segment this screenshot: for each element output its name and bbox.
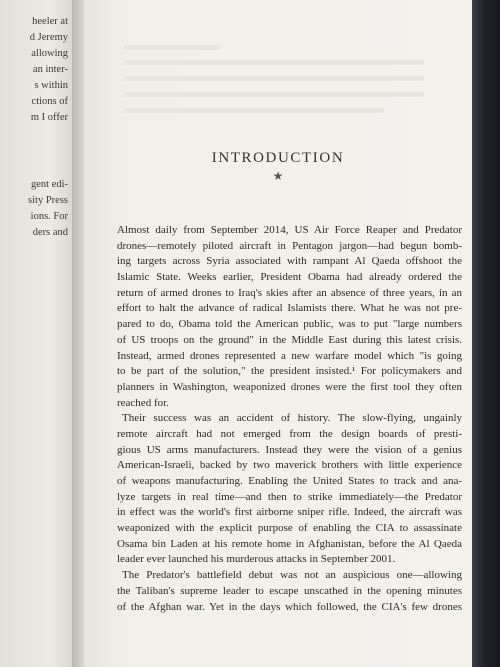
text-line: effort to halt the advance of radical Islamists there. What he was not pre- bbox=[117, 302, 462, 315]
left-page bbox=[0, 0, 72, 667]
star-ornament-icon: ★ bbox=[272, 169, 284, 183]
text-line: Their success was an accident of history. The slow-flying, ungainly bbox=[122, 412, 462, 425]
left-page-line: allowing bbox=[31, 48, 68, 59]
show-through-line bbox=[124, 60, 424, 65]
text-line: pared to do, Obama told the American public, was to put "large numbers bbox=[117, 318, 462, 331]
show-through-line bbox=[124, 45, 220, 50]
left-page-line: d Jeremy bbox=[29, 32, 68, 43]
left-page-line: sity Press bbox=[28, 195, 68, 206]
text-line: American-Israeli, backed by two maverick brothers with little experience bbox=[117, 459, 462, 472]
text-line: drones—remotely piloted aircraft in Pentagon jargon—had begun bomb- bbox=[117, 239, 462, 252]
text-line: Islamic State. Weeks earlier, President Obama had already ordered the bbox=[117, 271, 462, 284]
paragraph bbox=[117, 411, 462, 568]
text-line: of the Afghan war. Yet in the days which followed, the CIA's few drones bbox=[117, 600, 462, 613]
text-line: lyze targets in real time—and then to strike immediately—the Predator bbox=[117, 490, 462, 503]
text-line: ing targets across Syria associated with rampant Al Qaeda offshoot the bbox=[117, 255, 462, 268]
book-cover-edge bbox=[472, 0, 500, 667]
text-line: of US troops on the ground" in the Middle East during this latest crisis. bbox=[117, 333, 462, 346]
chapter-title: INTRODUCTION bbox=[211, 150, 345, 166]
text-line: Instead, armed drones represented a new warfare model which "is going bbox=[117, 349, 462, 362]
left-page-line: ders and bbox=[32, 227, 68, 238]
left-page-line: ctions of bbox=[31, 96, 68, 107]
text-line: in effect was the world's first airborne sniper rifle. Indeed, the aircraft was bbox=[117, 506, 462, 519]
paragraph bbox=[117, 223, 462, 411]
text-line: gious US arms manufacturers. Instead they were the vision of a genius bbox=[117, 443, 462, 456]
text-line: Osama bin Laden at his remote home in Afghanistan, before the Al Qaeda bbox=[117, 537, 462, 550]
text-line: remote aircraft had not emerged from the design boards of presti- bbox=[117, 427, 462, 440]
text-line: return of armed drones to Iraq's skies after an absence of three years, in an bbox=[117, 286, 462, 299]
left-page-line: heeler at bbox=[32, 16, 68, 27]
show-through-line bbox=[124, 92, 424, 97]
left-page-line: m I offer bbox=[30, 112, 68, 123]
chapter-body-text bbox=[117, 223, 462, 615]
show-through-line bbox=[124, 76, 424, 81]
left-page-line: an inter- bbox=[32, 64, 68, 75]
paragraph bbox=[117, 568, 462, 615]
text-line: Almost daily from September 2014, US Air Force Reaper and Predator bbox=[117, 224, 462, 236]
text-line: leader ever launched his murderous attacks in September 2001. bbox=[117, 553, 396, 566]
text-line: the Taliban's supreme leader to escape unscathed in the opening minutes bbox=[117, 584, 462, 597]
text-line: reached for. bbox=[117, 396, 169, 409]
text-line: weaponized with the explicit purpose of enabling the CIA to assassinate bbox=[117, 522, 462, 535]
left-page-line: s within bbox=[34, 80, 68, 91]
text-line: of weapons manufacturing. Enabling the United States to track and ana- bbox=[117, 475, 462, 487]
left-page-line: gent edi- bbox=[30, 179, 68, 190]
text-line: planners in Washington, weaponized drones were the first tool they often bbox=[117, 380, 462, 393]
left-page-line: ions. For bbox=[30, 211, 68, 222]
show-through-line bbox=[124, 108, 384, 113]
text-line: to be part of the solution," the president insisted.¹ For policymakers and bbox=[117, 365, 462, 378]
text-line: The Predator's battlefield debut was not an auspicious one—allowing bbox=[122, 569, 462, 582]
